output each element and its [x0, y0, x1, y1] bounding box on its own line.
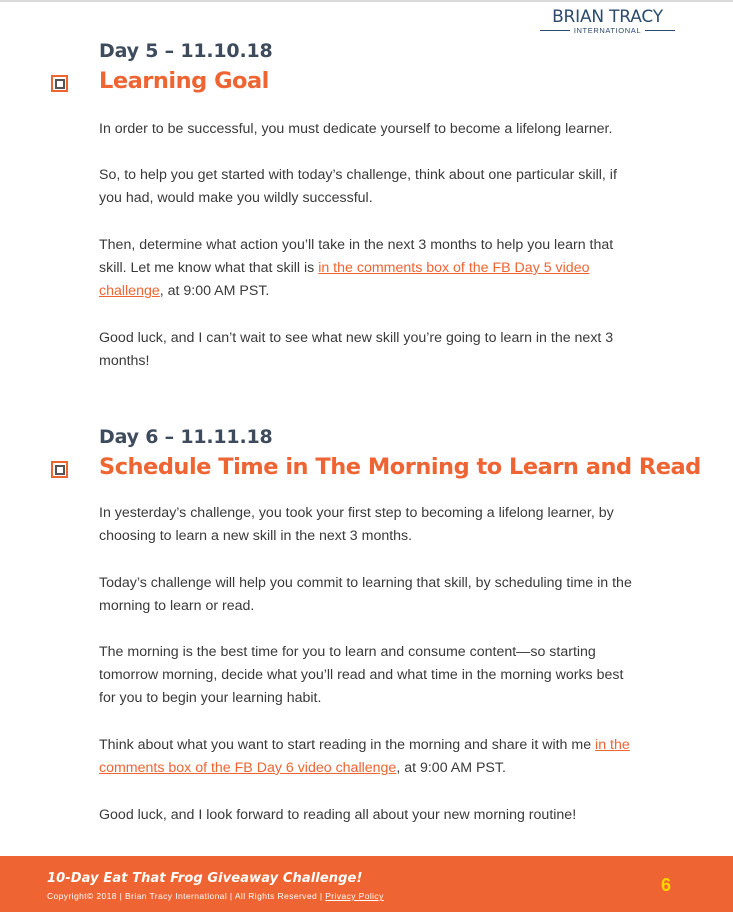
day6-paragraph-5: Good luck, and I look forward to reading all about your new morning routine!: [99, 807, 577, 823]
footer-bar: [0, 856, 733, 912]
day6-p4-text: Think about what you want to start reading in the morning and share it with me: [99, 737, 596, 753]
brian-tracy-logo: [540, 7, 675, 35]
logo-sub-text: INTERNATIONAL: [573, 26, 642, 35]
day6-heading: Day 6 – 11.11.18: [99, 426, 273, 448]
day5-checkbox[interactable]: [51, 75, 68, 92]
logo-line-left: [540, 30, 570, 31]
day6-p4-after: , at 9:00 AM PST.: [396, 760, 506, 776]
day5-p3-after: , at 9:00 AM PST.: [159, 283, 270, 299]
privacy-policy-link[interactable]: Privacy Policy: [325, 891, 384, 901]
day5-title: Learning Goal: [99, 68, 269, 94]
day5-paragraph-3: [99, 234, 644, 303]
day6-paragraph-3: The morning is the best time for you to learn and consume content—so starting tomorrow morning, decide what you’ll read and what time in the morning works best for you to begin your learning habit.: [99, 644, 624, 706]
day5-paragraph-2: So, to help you get started with today’s challenge, think about one particular skill, if you had, would make you wildly successful.: [99, 167, 617, 206]
logo-main-text: BRIAN TRACY: [552, 7, 663, 27]
copyright-text: Copyright© 2018 | Brian Tracy International | All Rights Reserved |: [47, 891, 326, 901]
top-border: [0, 0, 733, 2]
footer-copyright: [47, 891, 384, 901]
day5-heading: Day 5 – 11.10.18: [99, 40, 273, 62]
day5-p3-text: Then, determine what action you’ll take in the next 3 months to help you learn that skill. Let me know what that skill is: [99, 237, 614, 276]
day6-checkbox[interactable]: [51, 461, 68, 478]
day5-paragraph-4: Good luck, and I can’t wait to see what new skill you’re going to learn in the next 3 months!: [99, 330, 614, 369]
day6-comments-link[interactable]: in the comments box of the FB Day 6 video challenge: [99, 737, 630, 776]
day6-paragraph-1: In yesterday’s challenge, you took your first step to becoming a lifelong learner, by choosing to learn a new skill in the next 3 months.: [99, 505, 614, 544]
day5-comments-link[interactable]: in the comments box of the FB Day 5 video challenge: [99, 260, 590, 299]
day6-title: Schedule Time in The Morning to Learn and Read: [99, 454, 701, 480]
day5-paragraph-1: In order to be successful, you must dedicate yourself to become a lifelong learner.: [99, 121, 613, 137]
page-number: 6: [661, 875, 672, 895]
day6-paragraph-4: [99, 734, 639, 780]
logo-sub-row: [540, 26, 675, 35]
footer-title: 10-Day Eat That Frog Giveaway Challenge!: [47, 871, 363, 886]
logo-line-right: [645, 30, 675, 31]
day6-paragraph-2: Today’s challenge will help you commit to learning that skill, by scheduling time in the morning to learn or read.: [99, 575, 632, 614]
